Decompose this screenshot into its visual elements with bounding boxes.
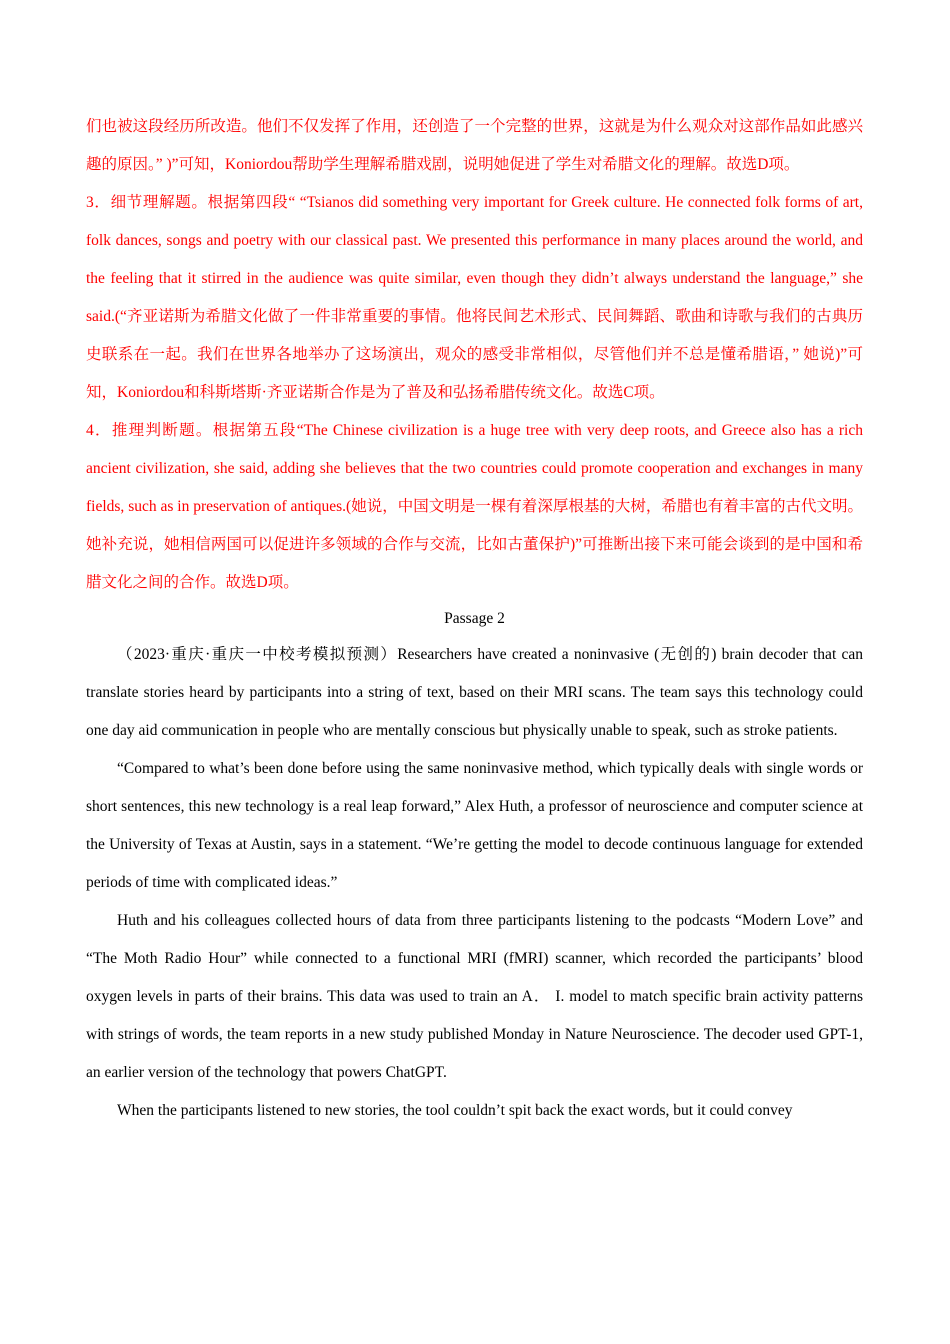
passage-paragraph-1: （2023·重庆·重庆一中校考模拟预测）Researchers have created a noninvasive (无创的) brain decoder that can translate stories heard by participants into a string of text, based on their MRI scans. The team says this technology could one day aid communication in people who are mentally conscious but physically unable to speak, such as stroke patients. — [86, 646, 863, 739]
document-page — [86, 108, 863, 1130]
answer-q2-continuation: 们也被这段经历所改造。他们不仅发挥了作用，还创造了一个完整的世界，这就是为什么观众对这部作品如此感兴趣的原因。” )”可知，Koniordou帮助学生理解希腊戏剧，说明她促进了学生对希腊文化的理解。故选D项。 — [86, 118, 863, 173]
answer-q3-explanation: 3．细节理解题。根据第四段“ “Tsianos did something very important for Greek culture. He connected folk forms of art, folk dances, songs and poetry with our classical past. We presented this performance in many places around the world, and the feeling that it stirred in the audience was quite similar, even though they didn’t always understand the language,” she said.(“齐亚诺斯为希腊文化做了一件非常重要的事情。他将民间艺术形式、民间舞蹈、歌曲和诗歌与我们的古典历史联系在一起。我们在世界各地举办了这场演出，观众的感受非常相似，尽管他们并不总是懂希腊语，” 她说)”可知，Koniordou和科斯塔斯·齐亚诺斯合作是为了普及和弘扬希腊传统文化。故选C项。 — [86, 194, 863, 401]
answer-q4-explanation: 4．推理判断题。根据第五段“The Chinese civilization is a huge tree with very deep roots, and Greece also has a rich ancient civilization, she said, adding she believes that the two countries could promote cooperation and exchanges in many fields, such as in preservation of antiques.(她说，中国文明是一棵有着深厚根基的大树，希腊也有着丰富的古代文明。她补充说，她相信两国可以促进许多领域的合作与交流，比如古董保护)”可推断出接下来可能会谈到的是中国和希腊文化之间的合作。故选D项。 — [86, 422, 863, 591]
passage-paragraph-4: When the participants listened to new stories, the tool couldn’t spit back the exact words, but it could convey — [117, 1102, 793, 1119]
passage-title: Passage 2 — [444, 610, 505, 627]
passage-paragraph-3: Huth and his colleagues collected hours of data from three participants listening to the podcasts “Modern Love” and “The Moth Radio Hour” while connected to a functional MRI (fMRI) scanner, which recorded the participants’ blood oxygen levels in parts of their brains. This data was used to train an A． I. model to match specific brain activity patterns with strings of words, the team reports in a new study published Monday in Nature Neuroscience. The decoder used GPT-1, an earlier version of the technology that powers ChatGPT. — [86, 912, 863, 1081]
passage-paragraph-2: “Compared to what’s been done before using the same noninvasive method, which typically deals with single words or short sentences, this new technology is a real leap forward,” Alex Huth, a professor of neuroscience and computer science at the University of Texas at Austin, says in a statement. “We’re getting the model to decode continuous language for extended periods of time with complicated ideas.” — [86, 760, 863, 891]
